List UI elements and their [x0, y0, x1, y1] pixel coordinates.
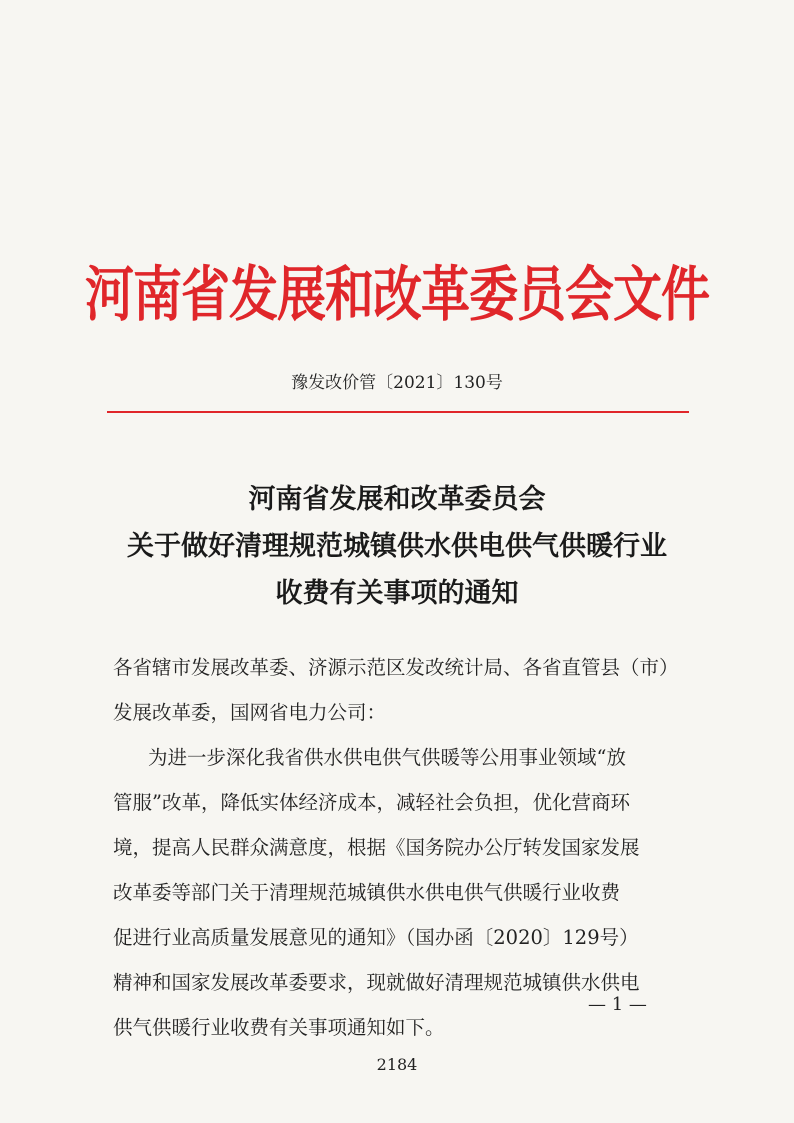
addressee-line-2: 发展改革委，国网省电力公司： [113, 701, 387, 724]
page-number-mark: — 1 — [588, 994, 647, 1015]
body-text-line: 管服”改革，降低实体经济成本，减轻社会负担，优化营商环 [113, 791, 630, 814]
addressee-line-1: 各省辖市发展改革委、济源示范区发改统计局、各省直管县（市） [113, 656, 679, 679]
document-number: 豫发改价管〔2021〕130号 [291, 373, 503, 393]
body-text-line: 改革委等部门关于清理规范城镇供水供电供气供暖行业收费 [113, 881, 621, 904]
agency-header-title: 河南省发展和改革委员会文件 [84, 258, 709, 330]
notice-title-line-2: 关于做好清理规范城镇供水供电供气供暖行业 [127, 531, 667, 562]
red-divider-line [107, 411, 689, 413]
notice-title-line-1: 河南省发展和改革委员会 [248, 484, 546, 515]
body-text-line: 境，提高人民群众满意度，根据《国务院办公厅转发国家发展 [113, 836, 640, 859]
body-text-line: 精神和国家发展改革委要求，现就做好清理规范城镇供水供电 [113, 971, 640, 994]
notice-title-line-3: 收费有关事项的通知 [275, 578, 519, 609]
body-text-line: 供气供暖行业收费有关事项通知如下。 [113, 1016, 445, 1039]
body-text-line: 为进一步深化我省供水供电供气供暖等公用事业领域“放 [148, 746, 626, 769]
body-text-line: 促进行业高质量发展意见的通知》（国办函〔2020〕129号） [113, 926, 639, 949]
archive-page-number: 2184 [376, 1055, 418, 1074]
